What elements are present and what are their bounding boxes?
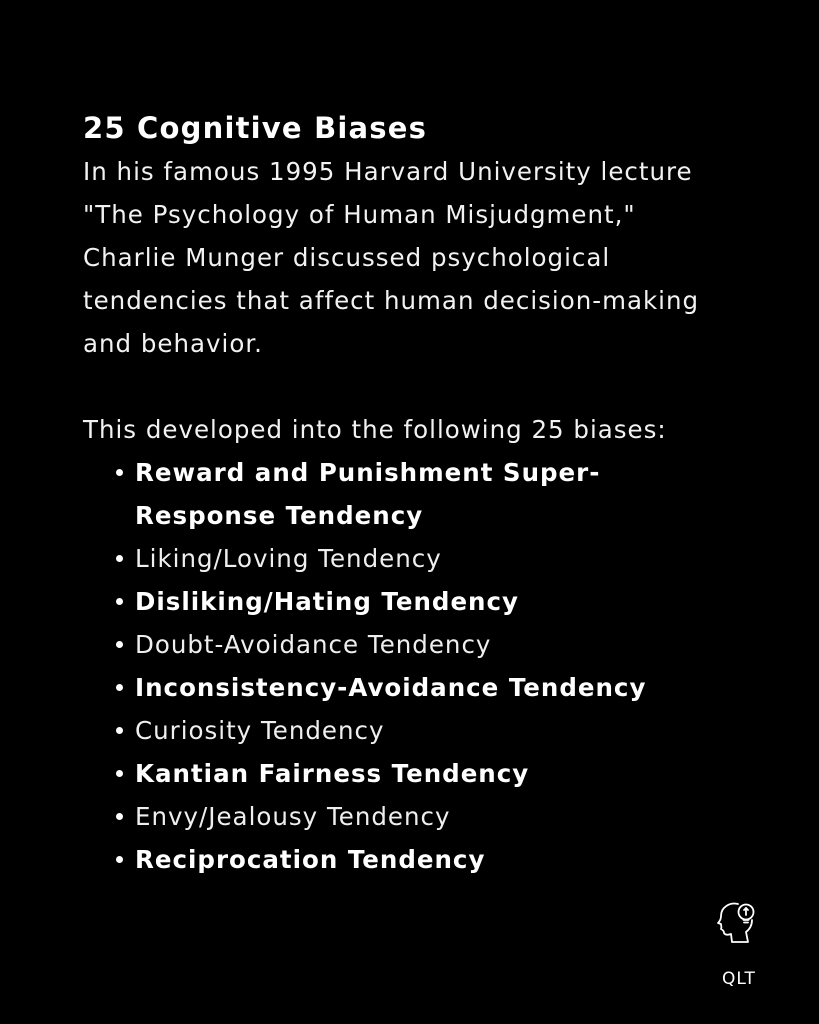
bullet-icon: [116, 727, 123, 734]
list-item: [83, 623, 763, 666]
list-item-label: Inconsistency-Avoidance Tendency: [135, 673, 647, 702]
bullet-icon: [116, 856, 123, 863]
list-item: [83, 451, 763, 537]
page-title: 25 Cognitive Biases: [83, 111, 428, 145]
intro-line: and behavior.: [83, 329, 263, 358]
bullet-icon: [116, 684, 123, 691]
intro-paragraph: [83, 150, 763, 365]
list-item-label: Disliking/Hating Tendency: [135, 587, 519, 616]
bullet-icon: [116, 555, 123, 562]
list-item-label: Liking/Loving Tendency: [135, 544, 442, 573]
list-item: [83, 709, 763, 752]
bullet-icon: [116, 813, 123, 820]
lead-in-line: This developed into the following 25 biases:: [83, 415, 667, 444]
list-item: [83, 537, 763, 580]
list-item: [83, 795, 763, 838]
lead-in-text: [83, 408, 763, 451]
head-lightbulb-icon: [712, 896, 764, 948]
list-item-label: Envy/Jealousy Tendency: [135, 802, 451, 831]
list-item: [83, 838, 763, 881]
list-item: [83, 666, 763, 709]
intro-line: "The Psychology of Human Misjudgment,": [83, 200, 636, 229]
list-item-label: Reciprocation Tendency: [135, 845, 486, 874]
intro-line: Charlie Munger discussed psychological: [83, 243, 611, 272]
brand-name: QLT: [722, 969, 756, 989]
list-item-label: Response Tendency: [135, 501, 424, 530]
intro-line: tendencies that affect human decision-making: [83, 286, 700, 315]
list-item: [83, 752, 763, 795]
list-item-label: Doubt-Avoidance Tendency: [135, 630, 492, 659]
bullet-icon: [116, 469, 123, 476]
list-item-label: Reward and Punishment Super-: [135, 458, 601, 487]
bullet-icon: [116, 598, 123, 605]
paragraph-spacer: [83, 365, 763, 408]
list-item-label: Curiosity Tendency: [135, 716, 385, 745]
document-body: [83, 106, 763, 881]
bias-list: [83, 451, 763, 881]
list-item: [83, 580, 763, 623]
intro-line: In his famous 1995 Harvard University lecture: [83, 157, 693, 186]
list-item-label: Kantian Fairness Tendency: [135, 759, 530, 788]
bullet-icon: [116, 641, 123, 648]
bullet-icon: [116, 770, 123, 777]
